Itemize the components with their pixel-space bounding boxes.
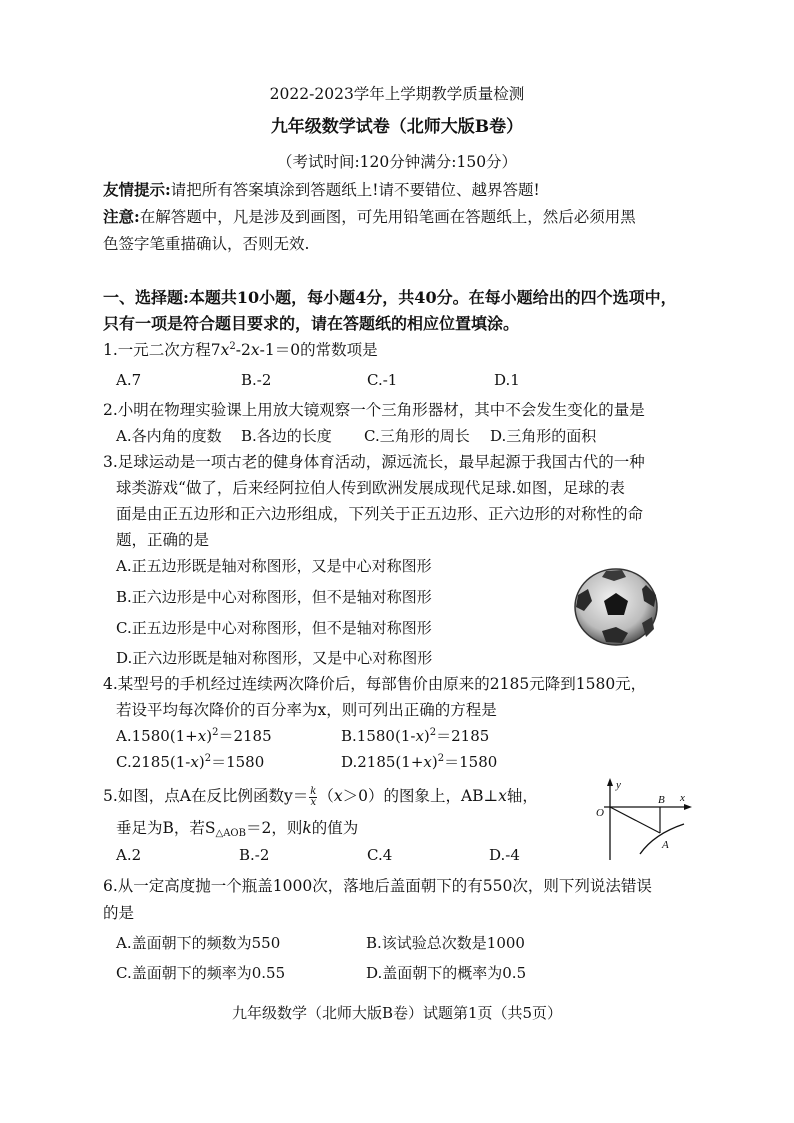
q4-option-c: $C.2185(1-x)^2=1580$ — [116, 753, 265, 771]
q1-option-b: B.-2 — [241, 371, 272, 389]
q5-stem-1: 5.如图，点A在反比例函数y＝ $\frac{k}{x}$ （x＞0）的图象上，AB⊥x轴， — [103, 785, 538, 808]
q2-option-a: A.各内角的度数 — [116, 427, 222, 445]
q5-fraction: $\frac{k}{x}$ — [310, 785, 317, 808]
friendly-tip — [103, 180, 540, 200]
soccer-ball-figure — [572, 567, 664, 647]
q2-stem: 2.小明在物理实验课上用放大镜观察一个三角形器材，其中不会发生变化的量是 — [103, 401, 645, 419]
exam-title: 九年级数学试卷（北师大版B卷） — [270, 117, 524, 137]
q4-stem-1: 4.某型号的手机经过连续两次降价后，每部售价由原来的2185元降到1580元， — [103, 675, 647, 693]
q4-stem-2: 若设平均每次降价的百分率为x，则可列出正确的方程是 — [116, 701, 497, 719]
q1-option-c: C.-1 — [367, 371, 398, 389]
q1-option-a: A.7 — [116, 371, 142, 389]
q5-stem-2: 垂足为B，若$S_{\triangle AOB}=2$，则k的值为 — [116, 819, 359, 839]
q6-option-b: B.该试验总次数是1000 — [366, 934, 525, 952]
label-x: x — [680, 792, 685, 804]
exam-term-line: 2022-2023学年上学期教学质量检测 — [269, 85, 525, 103]
q6-option-d: D.盖面朝下的概率为0.5 — [366, 964, 527, 982]
exam-time-info: （考试时间:120分钟满分:150分） — [276, 153, 518, 171]
q4-option-d: $D.2185(1+x)^2=1580$ — [341, 753, 498, 771]
q2-option-b: B.各边的长度 — [241, 427, 332, 445]
q6-option-c: C.盖面朝下的频率为0.55 — [116, 964, 286, 982]
notice-text-1: 在解答题中，凡是涉及到画图，可先用铅笔画在答题纸上，然后必须用黑 — [139, 208, 636, 226]
q5-option-d: D.-4 — [489, 846, 520, 864]
q4-option-a: $A.1580(1+x)^2=2185$ — [116, 727, 272, 745]
q3-option-b: B.正六边形是中心对称图形，但不是轴对称图形 — [116, 588, 432, 606]
q3-stem-1: 3.足球运动是一项古老的健身体育活动，源远流长，最早起源于我国古代的一种 — [103, 453, 645, 471]
y-axis-arrow — [607, 778, 613, 786]
q6-stem-2: 的是 — [103, 904, 135, 922]
q3-option-d: D.正六边形既是轴对称图形，又是中心对称图形 — [116, 649, 433, 667]
friendly-tip-label: 友情提示: — [103, 180, 171, 199]
label-o: O — [596, 807, 604, 819]
q2-option-c: C.三角形的周长 — [364, 427, 470, 445]
q1-stem: 1.一元二次方程$7x^2-2x-1=0$的常数项是 — [103, 341, 378, 359]
q5-option-a: A.2 — [116, 846, 142, 864]
page-footer: 九年级数学（北师大版B卷）试题第1页（共5页） — [231, 1004, 563, 1022]
q3-stem-2: 球类游戏“做了，后来经阿拉伯人传到欧洲发展成现代足球.如图，足球的表 — [116, 479, 625, 497]
section1-heading-1: 一、选择题:本题共10小题，每小题4分，共40分。在每小题给出的四个选项中， — [103, 288, 677, 307]
x-axis-arrow — [684, 804, 692, 810]
q5-graph-figure — [588, 776, 692, 862]
q1-option-d: D.1 — [494, 371, 520, 389]
notice-line-1 — [103, 207, 636, 227]
q3-stem-3: 面是由正五边形和正六边形组成，下列关于正五边形、正六边形的对称性的命 — [116, 505, 644, 523]
q6-stem-1: 6.从一定高度抛一个瓶盖1000次，落地后盖面朝下的有550次，则下列说法错误 — [103, 877, 652, 895]
q5-option-b: B.-2 — [239, 846, 270, 864]
notice-line-2: 色签字笔重描确认，否则无效. — [103, 235, 310, 253]
q2-option-d: D.三角形的面积 — [490, 427, 597, 445]
segment-oa — [610, 807, 660, 833]
friendly-tip-text: 请把所有答案填涂到答题纸上!请不要错位、越界答题! — [170, 181, 540, 199]
q3-option-a: A.正五边形既是轴对称图形，又是中心对称图形 — [116, 557, 432, 575]
label-y: y — [616, 779, 621, 791]
q3-stem-4: 题，正确的是 — [116, 531, 210, 549]
q6-option-a: A.盖面朝下的频数为550 — [116, 934, 281, 952]
section1-heading-2: 只有一项是符合题目要求的，请在答题纸的相应位置填涂。 — [103, 314, 520, 333]
label-b: B — [658, 794, 665, 806]
q5-option-c: C.4 — [367, 846, 393, 864]
label-a: A — [662, 839, 669, 851]
q3-option-c: C.正五边形是中心对称图形，但不是轴对称图形 — [116, 619, 432, 637]
q4-option-b: $B.1580(1-x)^2=2185$ — [341, 727, 490, 745]
notice-label: 注意: — [103, 207, 140, 226]
